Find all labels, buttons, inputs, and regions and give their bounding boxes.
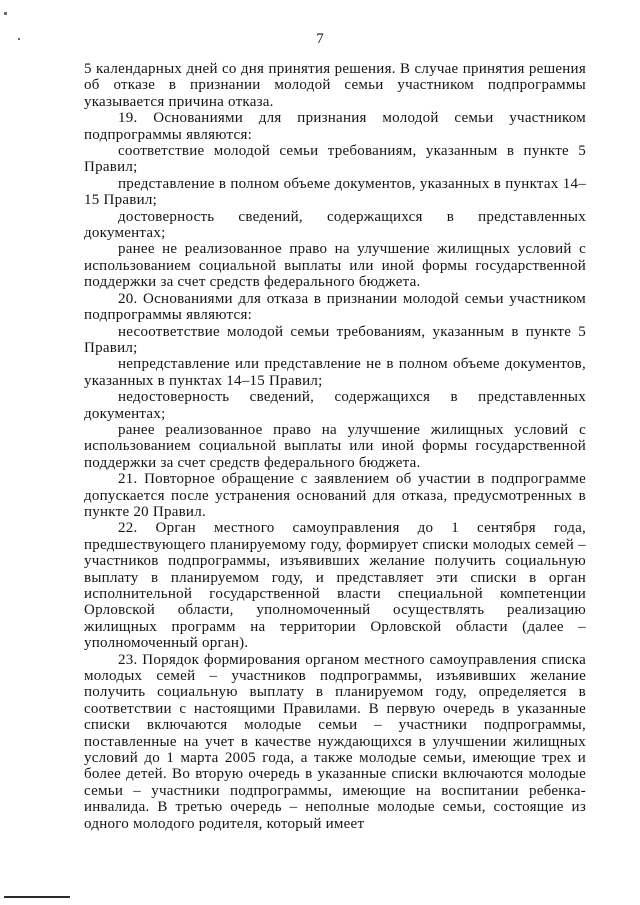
scan-speck-top [4, 12, 7, 15]
document-body [84, 61, 586, 832]
paragraph-19-item-2: представление в полном объеме документов, указанных в пунктах 14–15 Правил; [84, 175, 586, 209]
scan-edge-bottom [4, 896, 70, 898]
paragraph-decision-continuation: 5 календарных дней со дня принятия решения. В случае принятия решения об отказе в признании молодой семьи участником подпрограммы указывается причина отказа. [84, 61, 586, 110]
paragraph-20-item-4: ранее реализованное право на улучшение жилищных условий с использованием социальной выплаты или иной формы государственной поддержки за счет средств федерального бюджета. [84, 421, 586, 471]
paragraph-19-item-4: ранее не реализованное право на улучшение жилищных условий с использованием социальной выплаты или иной формы государственной поддержки за счет средств федерального бюджета. [84, 241, 586, 291]
paragraph-19-item-1: соответствие молодой семьи требованиям, указанным в пункте 5 Правил; [84, 143, 586, 176]
paragraph-20-item-1: несоответствие молодой семьи требованиям, указанным в пункте 5 Правил; [84, 323, 586, 356]
paragraph-20: 20. Основаниями для отказа в признании молодой семьи участником подпрограммы являются: [84, 290, 586, 324]
page-number: 7 [316, 31, 324, 47]
paragraph-21: 21. Повторное обращение с заявлением об участии в подпрограмме допускается после устранения оснований для отказа, предусмотренных в пункте 20 Правил. [84, 471, 586, 520]
paragraph-20-item-3: недостоверность сведений, содержащихся в представленных документах; [84, 389, 586, 422]
paragraph-19-item-3: достоверность сведений, содержащихся в представленных документах; [84, 208, 586, 242]
paragraph-19: 19. Основаниями для признания молодой семьи участником подпрограммы являются: [84, 110, 586, 143]
paragraph-23: 23. Порядок формирования органом местного самоуправления списка молодых семей – участников подпрограммы, изъявивших желание получить социальную выплату в планируемом году, определяется в соответствии с настоящими Правилами. В первую очередь в указанные списки включаются молодые семьи – участники подпрограммы, поставленные на учет в качестве нуждающихся в улучшении жилищных условий до 1 марта 2005 года, а также молодые семьи, имеющие трех и более детей. Во вторую очередь в указанные списки включаются молодые семьи – участники подпрограммы, имеющие на воспитании ребенка-инвалида. В третью очередь – неполные молодые семьи, состоящие из одного молодого родителя, который имеет [84, 651, 586, 832]
paragraph-20-item-2: непредставление или представление не в полном объеме документов, указанных в пунктах 14–15 Правил; [84, 356, 586, 389]
paragraph-22: 22. Орган местного самоуправления до 1 сентября года, предшествующего планируемому году, формирует списки молодых семей – участников подпрограммы, изъявивших желание получить социальную выплату в планируемом году, и представляет эти списки в орган исполнительной государственной власти специальной компетенции Орловской области, уполномоченный осуществлять реализацию жилищных программ на территории Орловской области (далее – уполномоченный орган). [84, 520, 586, 652]
